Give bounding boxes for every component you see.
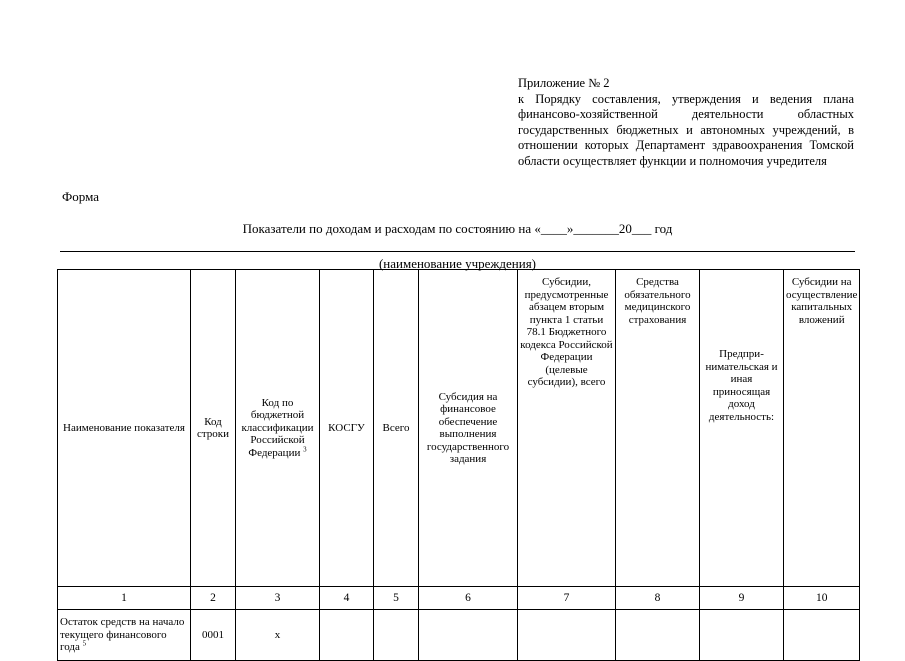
header-kosgu: КОСГУ (320, 270, 374, 587)
column-number: 3 (236, 587, 320, 610)
header-business-activity: Предпри-нимательская и иная приносящая доход деятельность: (700, 270, 784, 587)
appendix-title: Приложение № 2 (518, 76, 610, 90)
report-heading: Показатели по доходам и расходам по состоянию на «____»_______20___ год (242, 221, 673, 236)
row-code-cell: 0001 (191, 610, 236, 661)
row-name-cell: Остаток средств на начало текущего финансового года $^5$ (58, 610, 191, 661)
column-number: 7 (518, 587, 616, 610)
table-header-row (58, 270, 860, 587)
appendix-text: к Порядку составления, утверждения и ведения плана финансово-хозяйственной деятельности областных государственных бюджетных и автономных учреждений, в отношении которых Департамент здравоохранения Томской области осуществляет функции и полномочия учредителя (518, 91, 854, 168)
row-capital-cell[interactable] (784, 610, 860, 661)
header-budget-code: Код по бюджетной классификации Российской Федерации $^3$ (236, 270, 320, 587)
table-row (58, 610, 860, 661)
column-number: 6 (419, 587, 518, 610)
column-numbers-row (58, 587, 860, 610)
row-total-cell[interactable] (374, 610, 419, 661)
row-kosgu-cell[interactable] (320, 610, 374, 661)
column-number: 8 (616, 587, 700, 610)
column-number: 10 (784, 587, 860, 610)
header-line-code: Код строки (191, 270, 236, 587)
column-number: 4 (320, 587, 374, 610)
appendix-block (518, 76, 854, 169)
header-oms-funds: Средства обязательного медицинского страхования (616, 270, 700, 587)
header-capital-investment: Субсидии на осуществление капитальных вложений (784, 270, 860, 587)
form-label: Форма (62, 189, 99, 204)
row-business-cell[interactable] (700, 610, 784, 661)
column-number: 1 (58, 587, 191, 610)
header-total: Всего (374, 270, 419, 587)
row-state-task-cell[interactable] (419, 610, 518, 661)
column-number: 5 (374, 587, 419, 610)
footnote-mark: 5 (82, 639, 87, 648)
column-number: 9 (700, 587, 784, 610)
header-target-subsidies: Субсидии, предусмотренные абзацем вторым пункта 1 статьи 78.1 Бюджетного кодекса Российской Федерации (целевые субсидии), всего (518, 270, 616, 587)
header-state-task-subsidy: Субсидия на финансовое обеспечение выполнения государственного задания (419, 270, 518, 587)
indicators-table (57, 269, 860, 661)
institution-caption: (наименование учреждения) (378, 256, 537, 271)
institution-name-line (60, 251, 855, 252)
header-indicator-name: Наименование показателя (58, 270, 191, 587)
row-oms-cell[interactable] (616, 610, 700, 661)
row-target-subsidy-cell[interactable] (518, 610, 616, 661)
footnote-mark: 3 (303, 445, 307, 454)
row-kbk-cell: х (236, 610, 320, 661)
column-number: 2 (191, 587, 236, 610)
